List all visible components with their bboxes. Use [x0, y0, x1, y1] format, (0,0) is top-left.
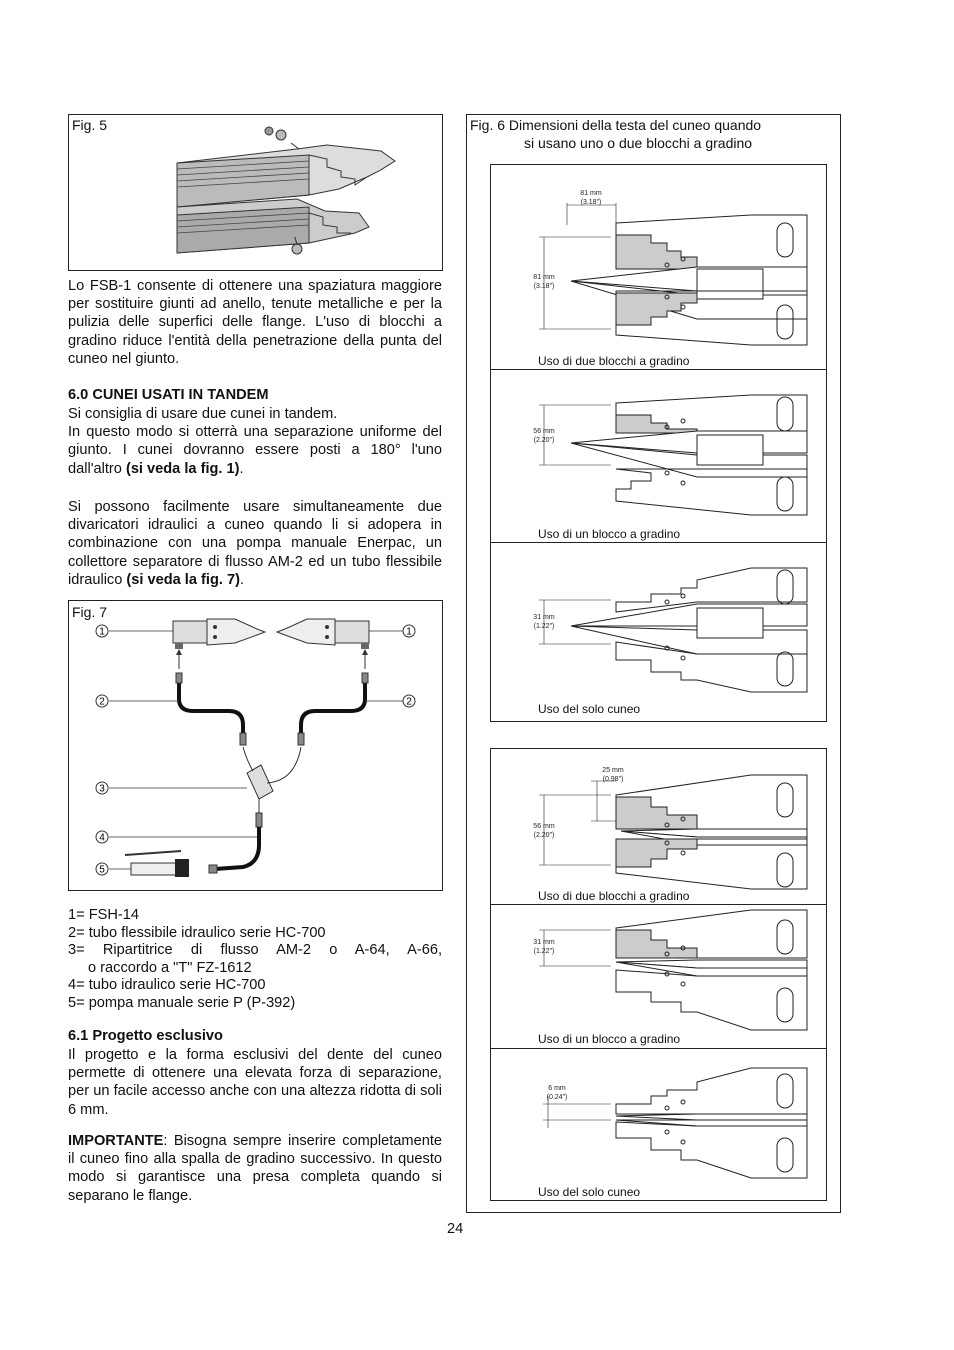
fig6-label-line1: Fig. 6 Dimensioni della testa del cuneo quando — [470, 117, 762, 133]
callout-2-left-text: 2 — [99, 696, 105, 708]
panel-two-blocks-b — [491, 749, 826, 905]
fig6-frame — [466, 114, 841, 1213]
callout-2-left — [96, 695, 108, 708]
section-heading-6-1: 6.1 Progetto esclusivo — [68, 1028, 223, 1044]
section-6-0-p2-text: Si possono facilmente usare simultaneamente due divaricatori idraulici a cuneo quando li si adopera in combinazione con una pompa manuale Enerpac, un collettore separatore di flusso AM-2 ed un tubo flessibile idraulico — [68, 499, 442, 588]
panel-wedge-only-a — [491, 542, 826, 721]
dim-top-in-1: (3.18") — [580, 199, 602, 206]
caption-wedge-only-a: Uso del solo cuneo — [538, 702, 641, 716]
section-6-0-end: . — [239, 460, 244, 477]
dim-mm-2: 56 mm — [533, 428, 555, 435]
caption-one-block-b: Uso di un blocco a gradino — [538, 1032, 681, 1046]
fig7-legend — [68, 907, 442, 1013]
section-6-0-paragraph-2 — [68, 498, 442, 589]
dim-top-mm-4: 25 mm — [602, 767, 624, 774]
dim-top-mm-1: 81 mm — [580, 190, 602, 197]
fig6-top-group — [490, 164, 827, 722]
wedge-one-block-a — [491, 369, 826, 542]
panel-wedge-only-b — [491, 1048, 826, 1200]
dim-in-5: (1.22") — [533, 948, 555, 955]
section-heading-6-0: 6.0 CUNEI USATI IN TANDEM — [68, 387, 269, 403]
section-6-0-p2-end: . — [239, 571, 245, 588]
fig6-label-line2: si usano uno o due blocchi a gradino — [524, 135, 753, 151]
important-label: IMPORTANTE — [68, 1133, 164, 1149]
section-6-0-line-1: Si consiglia di usare due cunei in tandem. — [68, 406, 338, 422]
wedge-two-blocks-b — [491, 749, 826, 904]
callout-4-text: 4 — [99, 832, 105, 844]
intro-paragraph: Lo FSB-1 consente di ottenere una spaziatura maggiore per sostituire giunti ad anello, tenute metalliche e per la pulizia delle superfici delle flange. L'uso di blocchi a gradino riduce l'entità della penetrazione della punta del cuneo nel giunto. — [68, 278, 442, 367]
callout-2-right-text: 2 — [406, 696, 412, 708]
fig7-frame — [68, 600, 443, 891]
fig5-label: Fig. 5 — [72, 117, 108, 133]
section-6-0-paragraph-1 — [68, 405, 442, 478]
dim-mm-6: 6 mm — [548, 1085, 566, 1092]
fig7-reference: (si veda la fig. 7) — [126, 571, 240, 588]
section-6-1-paragraph: Il progetto e la forma esclusivi del dente del cuneo permette di ottenere una elevata forza di separazione, per un facile accesso anche con una altezza ridotta di soli 6 mm. — [68, 1047, 442, 1118]
caption-wedge-only-b: Uso del solo cuneo — [538, 1185, 641, 1199]
legend-item-3: 3= Ripartitrice di flusso AM-2 o A-64, A-66, — [68, 942, 442, 959]
legend-item-3-cont: o raccordo a "T" FZ-1612 — [88, 959, 252, 976]
panel-two-blocks-a — [491, 165, 826, 370]
dim-in-3: (1.22") — [533, 623, 555, 630]
callout-3-text: 3 — [99, 783, 105, 795]
dim-top-in-4: (0.98") — [602, 776, 624, 783]
callout-4 — [96, 831, 108, 844]
callout-1-left-text: 1 — [99, 626, 105, 638]
panel-one-block-b — [491, 904, 826, 1049]
step-block-illustration — [69, 115, 442, 270]
important-paragraph — [68, 1132, 442, 1205]
wedge-only-b — [491, 1048, 826, 1200]
page-number: 24 — [447, 1221, 464, 1237]
legend-item-1: 1= FSH-14 — [68, 907, 139, 923]
tandem-hydraulic-diagram — [69, 601, 442, 890]
callout-3 — [96, 782, 108, 795]
caption-two-blocks-b: Uso di due blocchi a gradino — [538, 889, 690, 903]
dim-in-6: (0.24") — [546, 1094, 568, 1101]
dim-mm-1: 81 mm — [533, 274, 555, 281]
wedge-one-block-b — [491, 904, 826, 1048]
callout-5-text: 5 — [99, 864, 105, 876]
important-text: : Bisogna sempre inserire completamente il cuneo fino alla spalla de gradino successivo. In questo modo si garantisce una presa completa quando si separano le flange. — [68, 1133, 442, 1204]
legend-item-5: 5= pompa manuale serie P (P-392) — [68, 994, 296, 1011]
caption-two-blocks-a: Uso di due blocchi a gradino — [538, 354, 690, 368]
legend-item-2: 2= tubo flessibile idraulico serie HC-700 — [68, 924, 326, 941]
dim-in-2: (2.20") — [533, 437, 555, 444]
caption-one-block-a: Uso di un blocco a gradino — [538, 527, 681, 541]
dim-mm-5: 31 mm — [533, 939, 555, 946]
wedge-two-blocks-a — [491, 165, 826, 369]
callout-2-right — [403, 695, 415, 708]
dim-in-4: (2.20") — [533, 832, 555, 839]
wedge-only-a — [491, 542, 826, 721]
fig6-bottom-group — [490, 748, 827, 1201]
callout-1-left — [96, 625, 108, 638]
dim-in-1: (3.18") — [533, 283, 555, 290]
callout-5 — [96, 863, 108, 876]
fig5-frame — [68, 114, 443, 271]
dim-mm-4: 56 mm — [533, 823, 555, 830]
section-6-0-text: In questo modo si otterrà una separazione uniforme del giunto. I cunei dovranno essere posti a 180° l'uno dall'altro — [68, 424, 442, 477]
legend-item-4: 4= tubo idraulico serie HC-700 — [68, 977, 266, 994]
callout-1-right-text: 1 — [406, 626, 412, 638]
callout-1-right — [403, 625, 415, 638]
dim-mm-3: 31 mm — [533, 614, 555, 621]
fig1-reference: (si veda la fig. 1) — [125, 460, 240, 477]
fig7-label: Fig. 7 — [72, 604, 108, 620]
panel-one-block-a — [491, 369, 826, 543]
